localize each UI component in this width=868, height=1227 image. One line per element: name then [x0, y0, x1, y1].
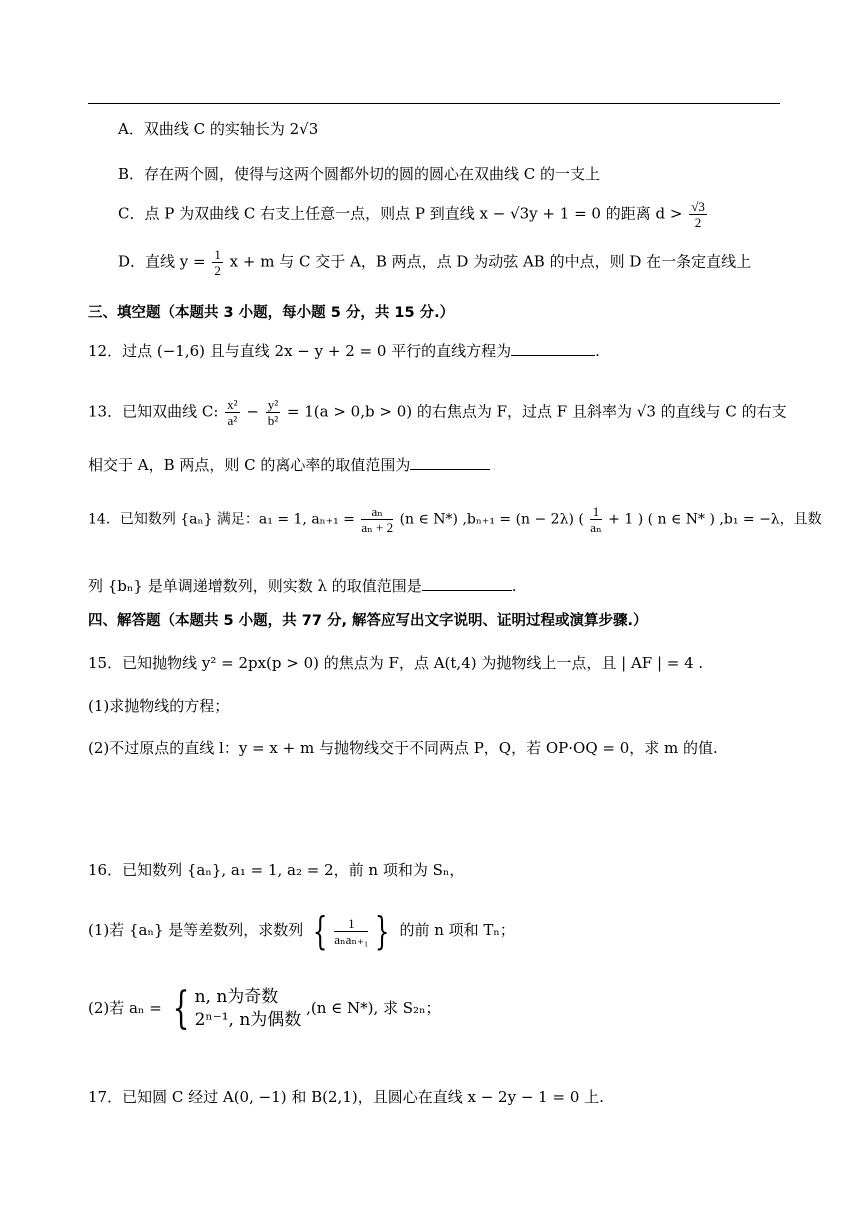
question-14: [88, 505, 822, 534]
header-rule: [88, 103, 780, 104]
question-17: 17．已知圆 C 经过 A(0, −1) 和 B(2,1)，且圆心在直线 x − 2y − 1 = 0 上.: [88, 1088, 604, 1106]
question-15-part-2: (2)不过原点的直线 l：y = x + m 与抛物线交于不同两点 P，Q，若 OP·OQ = 0，求 m 的值.: [88, 739, 718, 757]
question-12-end: .: [595, 342, 600, 360]
question-14-text-post: + 1 ) ( n ∈ N* ) ,b₁ = −λ，且数: [608, 511, 822, 528]
question-14-end: .: [511, 577, 517, 595]
answer-blank: [511, 355, 595, 356]
option-c: [118, 200, 709, 229]
question-13-line2: 相交于 A，B 两点，则 C 的离心率的取值范围为: [88, 456, 411, 474]
question-13-continued: [88, 458, 490, 473]
q16-part2-text-pre: (2)若 aₙ =: [88, 998, 162, 1017]
fraction-denominator: aₙ + 2: [361, 520, 394, 535]
q16-part1-text-pre: (1)若 {aₙ} 是等差数列，求数列: [88, 921, 304, 939]
fraction-denominator: 2: [214, 263, 221, 278]
q14-fraction-b: [590, 505, 601, 534]
fraction-numerator: y²: [267, 397, 279, 412]
question-16: 16．已知数列 {aₙ}, a₁ = 1, a₂ = 2，前 n 项和为 Sₙ，: [88, 861, 465, 879]
fraction-numerator: 1: [214, 247, 221, 262]
section-4-heading: 四、解答题（本题共 5 小题，共 77 分, 解答应写出文字说明、证明过程或演算步骤.）: [88, 613, 648, 629]
fraction-denominator: aₙaₙ₊₁: [334, 931, 369, 947]
piecewise-cases: [195, 986, 302, 1032]
question-12-text: 12．过点 (−1,6) 且与直线 2x − y + 2 = 0 平行的直线方程为: [88, 342, 512, 360]
question-15-part-1: (1)求抛物线的方程；: [88, 697, 230, 715]
fraction-numerator: √3: [691, 199, 705, 214]
q13-fraction-y: [266, 398, 280, 427]
q16-fraction: [334, 917, 368, 946]
question-14-line2: 列 {bₙ} 是单调递增数列，则实数 λ 的取值范围是: [88, 577, 422, 595]
question-14-text-pre: 14．已知数列 {aₙ} 满足：a₁ = 1, aₙ₊₁ =: [88, 511, 355, 528]
q14-paren-open: (: [578, 511, 584, 528]
option-a: A．双曲线 C 的实轴长为 2√3: [118, 120, 319, 138]
question-13-text-pre: 13．已知双曲线 C:: [88, 402, 219, 421]
option-d-fraction: [212, 248, 223, 277]
case-even: 2ⁿ⁻¹, n为偶数: [194, 1009, 302, 1030]
fraction-denominator: 2: [694, 215, 702, 230]
question-14-text-mid: (n ∈ N*) ,bₙ₊₁ = (n − 2λ): [399, 511, 574, 528]
option-d: [118, 248, 751, 277]
left-brace: {: [312, 909, 328, 953]
answer-blank: [410, 469, 490, 470]
option-c-fraction: [689, 200, 707, 229]
option-d-text-pre: D．直线 y =: [118, 252, 206, 271]
fraction-numerator: 1: [590, 505, 601, 520]
q14-fraction-a: [361, 505, 393, 534]
question-16-part-1: [88, 909, 515, 953]
q13-minus: −: [246, 402, 259, 421]
cases-brace: {: [172, 982, 189, 1034]
fraction-denominator: b²: [267, 413, 279, 428]
question-14-continued: [88, 579, 517, 594]
q16-part1-text-post: 的前 n 项和 Tₙ；: [399, 921, 515, 939]
section-3-heading: 三、填空题（本题共 3 小题，每小题 5 分，共 15 分.）: [88, 305, 455, 321]
fraction-numerator: aₙ: [361, 505, 393, 520]
question-13: [88, 398, 787, 427]
option-c-text: C．点 P 为双曲线 C 右支上任意一点，则点 P 到直线 x − √3y + 1 = 0 的距离 d >: [118, 204, 683, 223]
question-12: [88, 344, 600, 359]
question-15: 15．已知抛物线 y² = 2px(p > 0) 的焦点为 F，点 A(t,4) 为抛物线上一点，且 | AF | = 4 .: [88, 654, 704, 672]
question-13-text-post: = 1(a > 0,b > 0) 的右焦点为 F，过点 F 且斜率为 √3 的直线与 C 的右支: [286, 402, 787, 421]
q13-fraction-x: [225, 398, 239, 427]
case-odd: n, n为奇数: [194, 987, 279, 1007]
fraction-denominator: aₙ: [590, 520, 602, 535]
fraction-numerator: x²: [227, 397, 238, 412]
option-b: B．存在两个圆，使得与这两个圆都外切的圆的圆心在双曲线 C 的一支上: [118, 165, 601, 183]
answer-blank: [422, 590, 512, 591]
fraction-denominator: a²: [227, 413, 238, 428]
right-brace: }: [375, 909, 390, 953]
fraction-numerator: 1: [334, 917, 368, 932]
option-d-text-post: x + m 与 C 交于 A，B 两点，点 D 为动弦 AB 的中点，则 D 在一条定直线上: [229, 252, 752, 271]
question-16-part-2: [88, 982, 441, 1034]
q16-part2-text-post: ,(n ∈ N*), 求 S₂ₙ；: [306, 998, 441, 1017]
